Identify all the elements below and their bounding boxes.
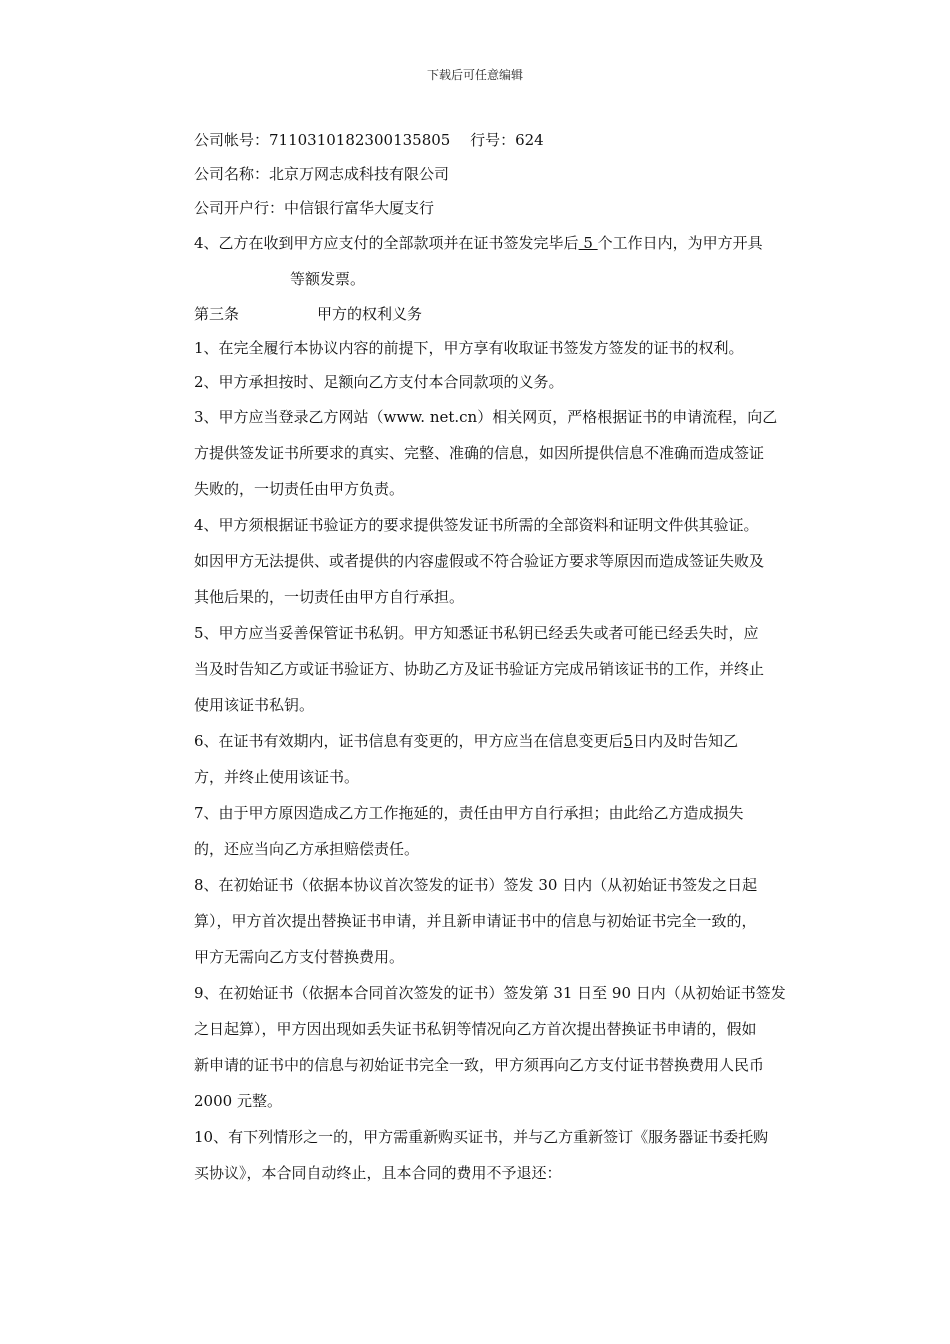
item-4-line-1: 4、甲方须根据证书验证方的要求提供签发证书所需的全部资料和证明文件供其验证。 (194, 516, 759, 534)
clause-4-line-1 (194, 225, 814, 261)
clause-4-days: 5 (578, 234, 598, 252)
item-8-line-2: 算），甲方首次提出替换证书申请，并且新申请证书中的信息与初始证书完全一致的， (194, 912, 757, 930)
item-6-pre: 6、在证书有效期内，证书信息有变更的，甲方应当在信息变更后 (194, 732, 624, 750)
company-account-line: 公司帐号：7110310182300135805 行号：624 (194, 131, 544, 149)
section-3-heading (194, 297, 814, 331)
item-5-line-1: 5、甲方应当妥善保管证书私钥。甲方知悉证书私钥已经丢失或者可能已经丢失时，应 (194, 624, 759, 642)
section-3-label: 第三条 (194, 305, 240, 323)
item-3-line-3: 失败的，一切责任由甲方负责。 (194, 480, 405, 498)
item-9-line-4: 2000 元整。 (194, 1092, 282, 1110)
item-6-post: 日内及时告知乙 (633, 732, 739, 750)
item-5-line-2: 当及时告知乙方或证书验证方、协助乙方及证书验证方完成吊销该证书的工作，并终止 (194, 660, 765, 678)
item-2: 2、甲方承担按时、足额向乙方支付本合同款项的义务。 (194, 373, 564, 391)
item-3-line-1: 3、甲方应当登录乙方网站（www. net.cn）相关网页，严格根据证书的申请流程，向乙 (194, 408, 778, 426)
company-bank-line: 公司开户行：中信银行富华大厦支行 (194, 199, 435, 217)
item-5-line-3: 使用该证书私钥。 (194, 696, 315, 714)
item-6-line-1 (194, 723, 814, 759)
company-name-line: 公司名称：北京万网志成科技有限公司 (194, 165, 450, 183)
item-9-line-1: 9、在初始证书（依据本合同首次签发的证书）签发第 31 日至 90 日内（从初始证书签发 (194, 984, 786, 1002)
item-4-line-2: 如因甲方无法提供、或者提供的内容虚假或不符合验证方要求等原因而造成签证失败及 (194, 552, 765, 570)
page-header-note: 下载后可任意编辑 (426, 68, 523, 82)
item-9-line-2: 之日起算），甲方因出现如丢失证书私钥等情况向乙方首次提出替换证书申请的，假如 (194, 1020, 757, 1038)
document-body (194, 123, 814, 1191)
item-6-line-2: 方，并终止使用该证书。 (194, 768, 360, 786)
item-7-line-2: 的，还应当向乙方承担赔偿责任。 (194, 840, 420, 858)
item-4-line-3: 其他后果的，一切责任由甲方自行承担。 (194, 588, 465, 606)
item-1: 1、在完全履行本协议内容的前提下，甲方享有收取证书签发方签发的证书的权利。 (194, 339, 744, 357)
item-10-line-1: 10、有下列情形之一的，甲方需重新购买证书，并与乙方重新签订《服务器证书委托购 (194, 1128, 769, 1146)
clause-4-pre: 4、乙方在收到甲方应支付的全部款项并在证书签发完毕后 (194, 234, 579, 252)
clause-4-line-2: 等额发票。 (290, 270, 366, 288)
item-10-line-2: 买协议》，本合同自动终止，且本合同的费用不予退还： (194, 1164, 562, 1182)
item-8-line-1: 8、在初始证书（依据本协议首次签发的证书）签发 30 日内（从初始证书签发之日起 (194, 876, 758, 894)
clause-4-post: 个工作日内，为甲方开具 (597, 234, 763, 252)
section-3-title: 甲方的权利义务 (317, 305, 423, 323)
item-6-days: 5 (623, 732, 634, 750)
item-8-line-3: 甲方无需向乙方支付替换费用。 (194, 948, 405, 966)
item-9-line-3: 新申请的证书中的信息与初始证书完全一致，甲方须再向乙方支付证书替换费用人民币 (194, 1056, 765, 1074)
item-7-line-1: 7、由于甲方原因造成乙方工作拖延的，责任由甲方自行承担；由此给乙方造成损失 (194, 804, 744, 822)
item-3-line-2: 方提供签发证书所要求的真实、完整、准确的信息，如因所提供信息不准确而造成签证 (194, 444, 765, 462)
